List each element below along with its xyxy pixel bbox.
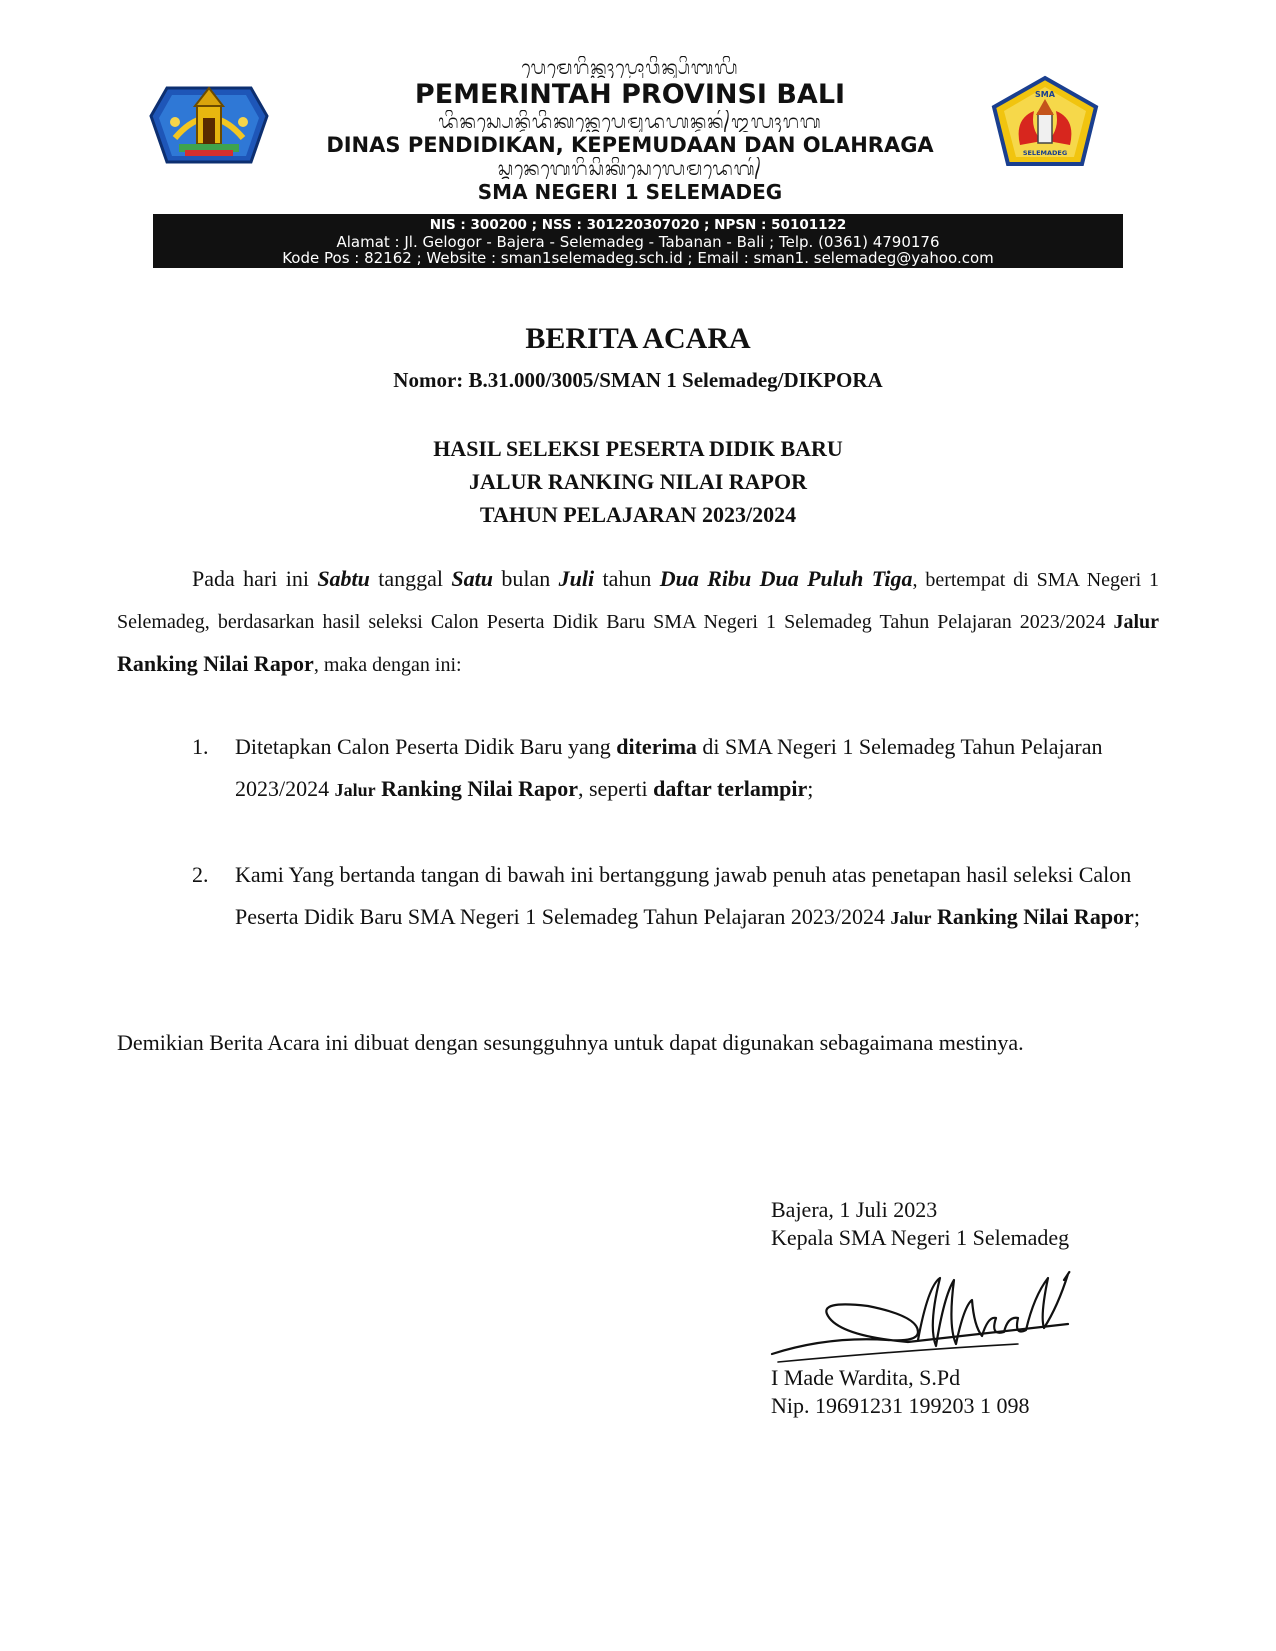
- item-accepted: diterima: [616, 734, 697, 759]
- letterhead: [0, 0, 1276, 280]
- signer-position: Kepala SMA Negeri 1 Selemadeg: [771, 1225, 1070, 1250]
- item-jalur: Jalur: [890, 908, 932, 928]
- intro-paragraph: [117, 558, 1159, 686]
- provincial-crest-logo: [145, 78, 273, 168]
- signature-footer: [771, 1364, 1030, 1420]
- balinese-script-line: ᬤᬶᬦᬲ᭄ᬧᬾᬦ᭄ᬤᬶᬤᬶᬓᬦ᭄ᬓᬾᬧᬾᬫᬸᬤᬳᬦ᭄ᬤᬦ᭄ᬑᬮᬄᬭᬕ: [438, 110, 822, 132]
- intro-text: Pada hari ini: [192, 566, 318, 591]
- document-number: Nomor: B.31.000/3005/SMAN 1 Selemadeg/DIKPORA: [393, 368, 883, 392]
- signer-name: I Made Wardita, S.Pd: [771, 1365, 961, 1390]
- emblem-bottom-text: SELEMADEG: [1022, 149, 1068, 157]
- item-attached: daftar terlampir: [653, 776, 808, 801]
- intro-text: bulan: [493, 566, 559, 591]
- intro-route: Ranking Nilai Rapor: [117, 651, 314, 676]
- intro-jalur: Jalur: [1113, 611, 1159, 633]
- item-text-part: , seperti: [577, 776, 654, 801]
- item-route: Ranking Nilai Rapor: [937, 904, 1134, 929]
- letterhead-text: [280, 56, 980, 203]
- decision-item: [192, 854, 1172, 939]
- subtitle-line: HASIL SELEKSI PESERTA DIDIK BARU: [433, 436, 843, 461]
- intro-day: Sabtu: [317, 566, 370, 591]
- item-text-part: Ditetapkan Calon Peserta Didik Baru yang: [235, 734, 617, 759]
- item-text-part: ;: [1133, 904, 1140, 929]
- balinese-script-line: ᬲ᭄ᬫᬦᬾᬕᬾᬭᬶᬲᬶᬓᬶᬲᬾᬮᬾᬫᬤᬾᬕ᭄: [497, 157, 763, 179]
- subtitle-line: JALUR RANKING NILAI RAPOR: [469, 469, 807, 494]
- subtitle-line: TAHUN PELAJARAN 2023/2024: [479, 502, 797, 527]
- place-date: Bajera, 1 Juli 2023: [771, 1197, 938, 1222]
- intro-text: tanggal: [369, 566, 452, 591]
- intro-text: tahun: [594, 566, 660, 591]
- emblem-top-text: SMA: [1035, 90, 1055, 99]
- item-text: [235, 854, 1172, 939]
- document-title: BERITA ACARA: [525, 322, 751, 355]
- school-emblem-logo: [990, 75, 1100, 167]
- intro-year: Dua Ribu Dua Puluh Tiga: [659, 566, 913, 591]
- item-text-part: Kami Yang bertanda tangan di bawah ini bertanggung jawab penuh atas penetapan hasil seleksi Calon Peserta Didik Baru SMA Negeri 1 Selemadeg Tahun Pelajaran 2023/2024: [235, 862, 1132, 929]
- signer-nip: Nip. 19691231 199203 1 098: [771, 1393, 1030, 1418]
- school-address: Alamat : Jl. Gelogor - Bajera - Selemadeg - Tabanan - Bali ; Telp. (0361) 4790176: [336, 232, 940, 251]
- intro-text: , maka dengan ini:: [313, 654, 462, 676]
- item-number: 2.: [192, 862, 209, 887]
- document-subtitle: [0, 432, 1276, 531]
- intro-date: Satu: [451, 566, 493, 591]
- signature-header: [771, 1196, 1069, 1252]
- school-contact: Kode Pos : 82162 ; Website : sman1selemadeg.sch.id ; Email : sman1. selemadeg@yahoo.com: [282, 249, 994, 267]
- item-text-part: ;: [807, 776, 814, 801]
- decision-item: [192, 726, 1172, 811]
- agency-name: DINAS PENDIDIKAN, KEPEMUDAAN DAN OLAHRAGA: [326, 132, 934, 157]
- item-text: [235, 726, 1172, 811]
- intro-text: , bertempat di SMA Negeri 1 Selemadeg, berdasarkan hasil seleksi Calon Peserta Didik Baru SMA Negeri 1 Selemadeg Tahun Pelajaran 2023/2024: [117, 569, 1159, 633]
- government-name: PEMERINTAH PROVINSI BALI: [414, 79, 846, 110]
- school-name: SMA NEGERI 1 SELEMADEG: [477, 179, 783, 204]
- item-text-part: di SMA Negeri 1 Selemadeg Tahun Pelajaran 2023/2024: [235, 734, 1103, 801]
- school-ids: NIS : 300200 ; NSS : 301220307020 ; NPSN : 50101122: [429, 217, 847, 233]
- letterhead-contact-bar: [153, 214, 1123, 268]
- balinese-script-line: ᬧᬾᬫᬾᬭᬶᬦ᭄ᬢᬄᬧ᭄ᬭᭀᬯᬶᬦ᭄ᬲᬶᬩᬮᬶ: [521, 57, 739, 78]
- intro-month: Juli: [558, 566, 595, 591]
- handwritten-signature: [768, 1266, 1088, 1376]
- item-jalur: Jalur: [334, 780, 376, 800]
- closing-statement: Demikian Berita Acara ini dibuat dengan sesungguhnya untuk dapat digunakan sebagaimana mestinya.: [117, 1030, 1024, 1055]
- item-number: 1.: [192, 734, 209, 759]
- item-route: Ranking Nilai Rapor: [381, 776, 578, 801]
